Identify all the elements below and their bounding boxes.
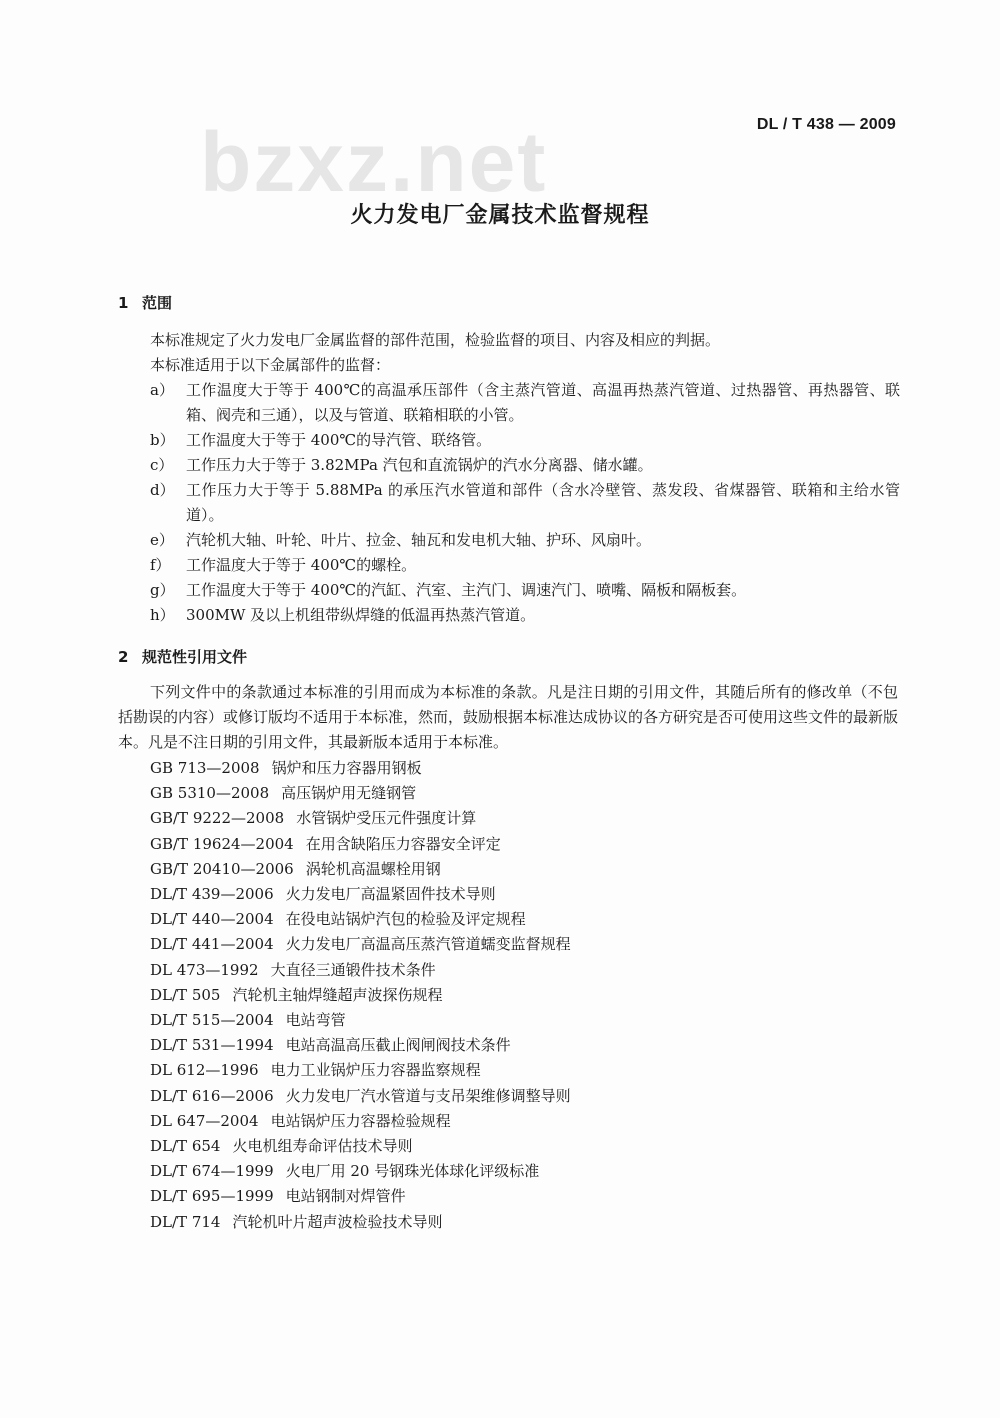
reference-name: 在役电站锅炉汽包的检验及评定规程 [285, 910, 526, 929]
reference-code: GB 5310—2008 [150, 784, 270, 803]
reference-code: GB/T 9222—2008 [150, 809, 285, 828]
list-item-label: g） [150, 581, 175, 599]
reference-code: DL 473—1992 [150, 960, 259, 979]
reference-code: DL/T 695—1999 [150, 1187, 274, 1206]
list-item-text: 工作压力大于等于 3.82MPa 汽包和直流锅炉的汽水分离器、储水罐。 [186, 456, 653, 474]
reference-code: DL/T 654 [150, 1137, 221, 1156]
reference-code: DL 612—1996 [150, 1061, 259, 1080]
reference-name: 锅炉和压力容器用钢板 [271, 759, 422, 777]
reference-name: 涡轮机高温螺栓用钢 [305, 859, 441, 878]
list-item [150, 578, 900, 603]
page-title: 火力发电厂金属技术监督规程 [350, 203, 650, 228]
list-item-text: 工作压力大于等于 5.88MPa 的承压汽水管道和部件（含水冷壁管、蒸发段、省煤器管、联箱和主给水管道）。 [186, 481, 900, 524]
section-2-heading [118, 646, 247, 667]
list-item-text: 300MW 及以上机组带纵焊缝的低温再热蒸汽管道。 [186, 606, 536, 624]
reference-name: 电力工业锅炉压力容器监察规程 [270, 1061, 481, 1080]
list-item [150, 603, 900, 628]
reference-code: GB 713—2008 [150, 759, 260, 777]
reference-item [150, 958, 850, 983]
reference-item [150, 1058, 850, 1083]
reference-item [150, 1184, 850, 1209]
reference-item [150, 756, 850, 781]
list-item [150, 378, 900, 428]
list-item-text: 汽轮机大轴、叶轮、叶片、拉金、轴瓦和发电机大轴、护环、风扇叶。 [186, 531, 652, 549]
reference-item [150, 1033, 850, 1058]
reference-item [150, 1134, 850, 1159]
reference-code: DL/T 441—2004 [150, 935, 274, 954]
list-item-text: 工作温度大于等于 400℃的汽缸、汽室、主汽门、调速汽门、喷嘴、隔板和隔板套。 [186, 581, 747, 599]
reference-code: GB/T 19624—2004 [150, 834, 294, 853]
list-item-text: 工作温度大于等于 400℃的导汽管、联络管。 [186, 431, 492, 449]
reference-name: 电站钢制对焊管件 [285, 1187, 406, 1206]
section-2-intro [118, 680, 898, 755]
reference-name: 火力发电厂高温紧固件技术导则 [285, 885, 496, 904]
reference-item [150, 983, 850, 1008]
reference-code: DL/T 531—1994 [150, 1036, 274, 1055]
list-item [150, 528, 900, 553]
section-1-paragraph-1: 本标准规定了火力发电厂金属监督的部件范围，检验监督的项目、内容及相应的判据。 [150, 331, 721, 349]
section-2-intro-text: 下列文件中的条款通过本标准的引用而成为本标准的条款。凡是注日期的引用文件，其随后所有的修改单（不包括勘误的内容）或修订版均不适用于本标准，然而，鼓励根据本标准达成协议的各方研究是否可使用这些文件的最新版本。凡是不注日期的引用文件，其最新版本适用于本标准。 [118, 683, 899, 751]
reference-code: DL/T 440—2004 [150, 910, 274, 929]
reference-code: DL/T 505 [150, 985, 221, 1004]
reference-item [150, 1109, 850, 1134]
list-item-label: d） [150, 481, 175, 499]
list-item-label: e） [150, 531, 174, 549]
reference-code: GB/T 20410—2006 [150, 859, 294, 878]
reference-name: 在用含缺陷压力容器安全评定 [305, 834, 501, 853]
watermark: bzxz.net [200, 115, 548, 209]
document-code: DL / T 438 — 2009 [756, 116, 896, 133]
list-item [150, 428, 900, 453]
reference-name: 大直径三通锻件技术条件 [270, 960, 436, 979]
reference-item [150, 1210, 850, 1235]
reference-item [150, 832, 850, 857]
reference-code: DL/T 515—2004 [150, 1011, 274, 1030]
reference-item [150, 1008, 850, 1033]
reference-name: 高压锅炉用无缝钢管 [281, 784, 417, 803]
list-item [150, 478, 900, 528]
section-1-number: 1 [118, 294, 129, 312]
section-1-heading [118, 292, 172, 313]
section-2-title: 规范性引用文件 [142, 648, 248, 666]
reference-item [150, 806, 850, 831]
list-item [150, 553, 900, 578]
reference-name: 电站弯管 [285, 1011, 346, 1030]
reference-item [150, 882, 850, 907]
reference-name: 电站锅炉压力容器检验规程 [270, 1111, 451, 1130]
reference-item [150, 1159, 850, 1184]
list-item-label: a） [150, 381, 174, 399]
reference-item [150, 907, 850, 932]
reference-item [150, 932, 850, 957]
scope-list [150, 378, 900, 628]
reference-code: DL/T 616—2006 [150, 1086, 274, 1105]
reference-item [150, 857, 850, 882]
list-item [150, 453, 900, 478]
reference-name: 火电机组寿命评估技术导则 [232, 1137, 413, 1156]
reference-name: 电站高温高压截止阀闸阀技术条件 [285, 1036, 511, 1055]
list-item-label: c） [150, 456, 174, 474]
reference-code: DL 647—2004 [150, 1111, 259, 1130]
list-item-label: h） [150, 606, 175, 624]
section-1-title: 范围 [142, 294, 173, 312]
reference-code: DL/T 714 [150, 1212, 221, 1231]
reference-list [150, 756, 850, 1235]
reference-name: 汽轮机叶片超声波检验技术导则 [232, 1212, 443, 1231]
reference-name: 火电厂用 20 号钢珠光体球化评级标准 [285, 1162, 540, 1181]
reference-item [150, 1084, 850, 1109]
list-item-text: 工作温度大于等于 400℃的高温承压部件（含主蒸汽管道、高温再热蒸汽管道、过热器管、再热器管、联箱、阀壳和三通），以及与管道、联箱相联的小管。 [186, 381, 900, 424]
section-2-number: 2 [118, 648, 129, 666]
list-item-label: b） [150, 431, 175, 449]
list-item-label: f） [150, 556, 171, 574]
reference-code: DL/T 439—2006 [150, 885, 274, 904]
section-1-paragraph-2: 本标准适用于以下金属部件的监督： [150, 356, 391, 374]
reference-name: 火力发电厂汽水管道与支吊架维修调整导则 [285, 1086, 571, 1105]
reference-name: 火力发电厂高温高压蒸汽管道蠕变监督规程 [285, 935, 571, 954]
reference-name: 水管锅炉受压元件强度计算 [296, 809, 477, 828]
reference-item [150, 781, 850, 806]
reference-name: 汽轮机主轴焊缝超声波探伤规程 [232, 985, 443, 1004]
list-item-text: 工作温度大于等于 400℃的螺栓。 [186, 556, 417, 574]
reference-code: DL/T 674—1999 [150, 1162, 274, 1181]
